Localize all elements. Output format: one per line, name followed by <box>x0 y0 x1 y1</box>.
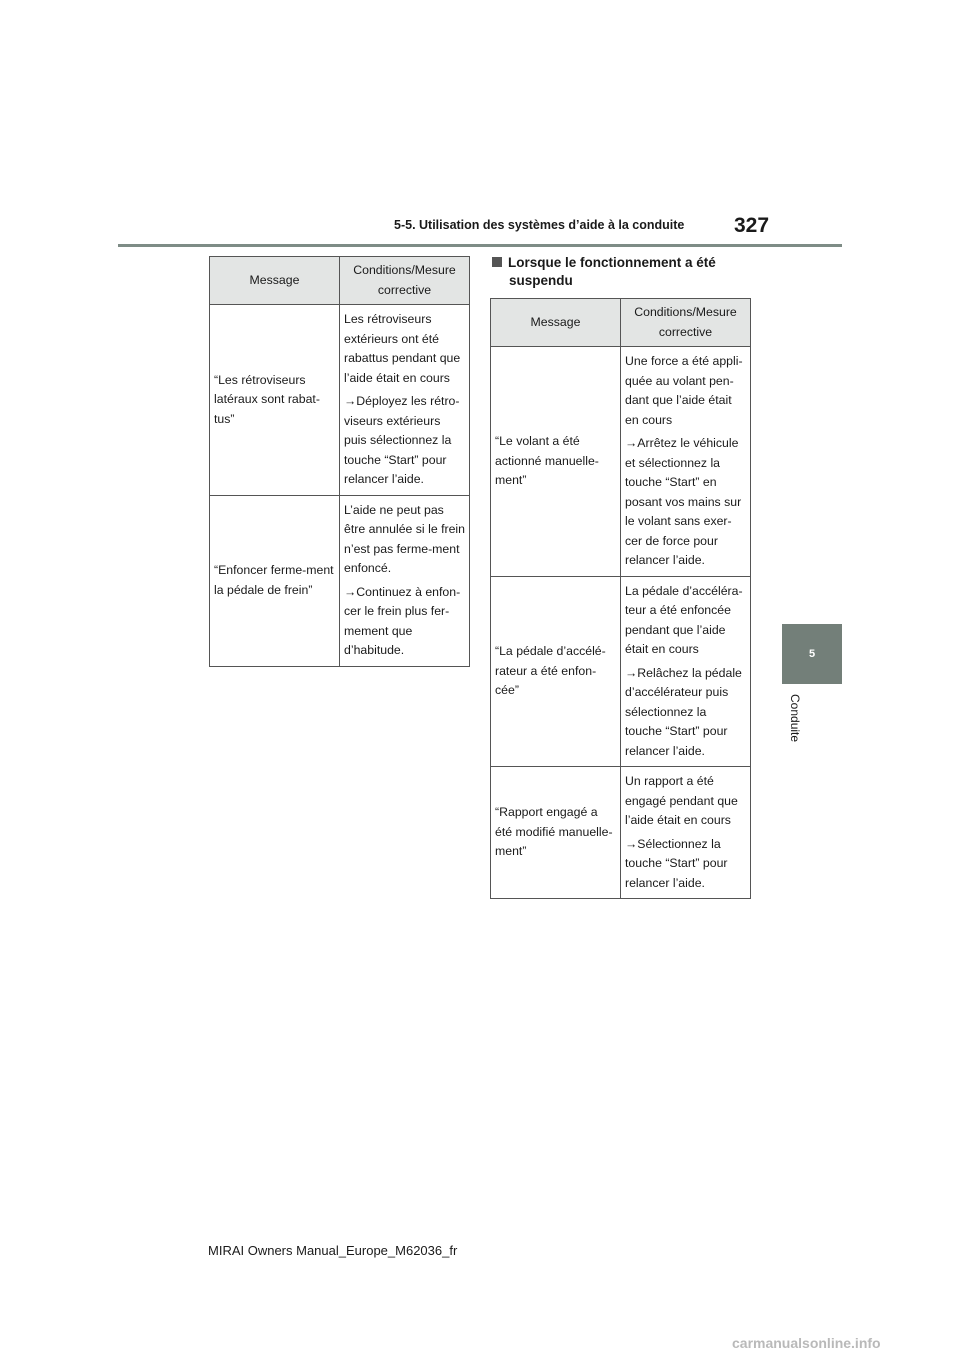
action-text: →Arrêtez le véhicule et sélectionnez la touche “Start” en posant vos mains sur le volant sans exer-cer de force pour relancer l’aide. <box>625 436 742 567</box>
chapter-tab[interactable] <box>782 624 842 684</box>
condition-text: Un rapport a été engagé pendant que l’aide était en cours <box>625 774 738 827</box>
section-heading-line1: Lorsque le fonctionnement a été <box>508 255 716 270</box>
table-header-row <box>491 299 751 347</box>
message-cell: “La pédale d’accélé-rateur a été enfon-cée” <box>491 576 621 767</box>
chapter-tab-label: Conduite <box>788 694 802 743</box>
table-header-row <box>210 257 470 305</box>
table-row <box>210 305 470 496</box>
header-conditions: Conditions/Mesure corrective <box>340 257 470 305</box>
condition-cell <box>621 347 751 577</box>
table-row <box>491 347 751 577</box>
condition-cell <box>621 576 751 767</box>
section-heading-line2: suspendu <box>509 273 573 288</box>
section-heading <box>492 254 762 290</box>
action-text: →Déployez les rétro-viseurs extérieurs puis sélectionnez la touche “Start” pour relancer l’aide. <box>344 394 460 486</box>
action-text: →Sélectionnez la touche “Start” pour relancer l’aide. <box>625 836 728 890</box>
messages-table-left <box>209 256 470 667</box>
condition-text: Une force a été appli-quée au volant pen-dant que l’aide était en cours <box>625 354 743 427</box>
header-divider <box>118 244 842 247</box>
condition-text: Les rétroviseurs extérieurs ont été rabattus pendant que l’aide était en cours <box>344 312 461 385</box>
message-cell: “Enfoncer ferme-ment la pédale de frein” <box>210 495 340 666</box>
condition-text: La pédale d’accéléra-teur a été enfoncée pendant que l’aide était en cours <box>625 583 743 656</box>
message-cell: “Les rétroviseurs latéraux sont rabat-tus” <box>210 305 340 496</box>
condition-cell <box>340 495 470 666</box>
messages-table-right <box>490 298 751 899</box>
table-row <box>491 767 751 899</box>
action-text: →Relâchez la pédale d’accélérateur puis sélectionnez la touche “Start” pour relancer l’aide. <box>625 665 742 758</box>
table-row <box>491 576 751 767</box>
watermark: carmanualsonline.info <box>732 1335 881 1351</box>
square-bullet-icon <box>492 257 502 267</box>
footer-manual-id: MIRAI Owners Manual_Europe_M62036_fr <box>208 1243 458 1258</box>
message-cell: “Le volant a été actionné manuelle-ment” <box>491 347 621 577</box>
header-message: Message <box>210 257 340 305</box>
message-cell: “Rapport engagé a été modifié manuelle-ment” <box>491 767 621 899</box>
condition-cell <box>340 305 470 496</box>
chapter-tab-number: 5 <box>808 648 816 660</box>
header-message: Message <box>491 299 621 347</box>
action-text: →Continuez à enfon-cer le frein plus fer-mement que d’habitude. <box>344 584 461 657</box>
condition-text: L’aide ne peut pas être annulée si le frein n’est pas ferme-ment enfoncé. <box>344 502 465 575</box>
table-row <box>210 495 470 666</box>
page-number: 327 <box>734 214 770 237</box>
condition-cell <box>621 767 751 899</box>
header-conditions: Conditions/Mesure corrective <box>621 299 751 347</box>
section-title: 5-5. Utilisation des systèmes d’aide à la conduite <box>394 218 685 232</box>
